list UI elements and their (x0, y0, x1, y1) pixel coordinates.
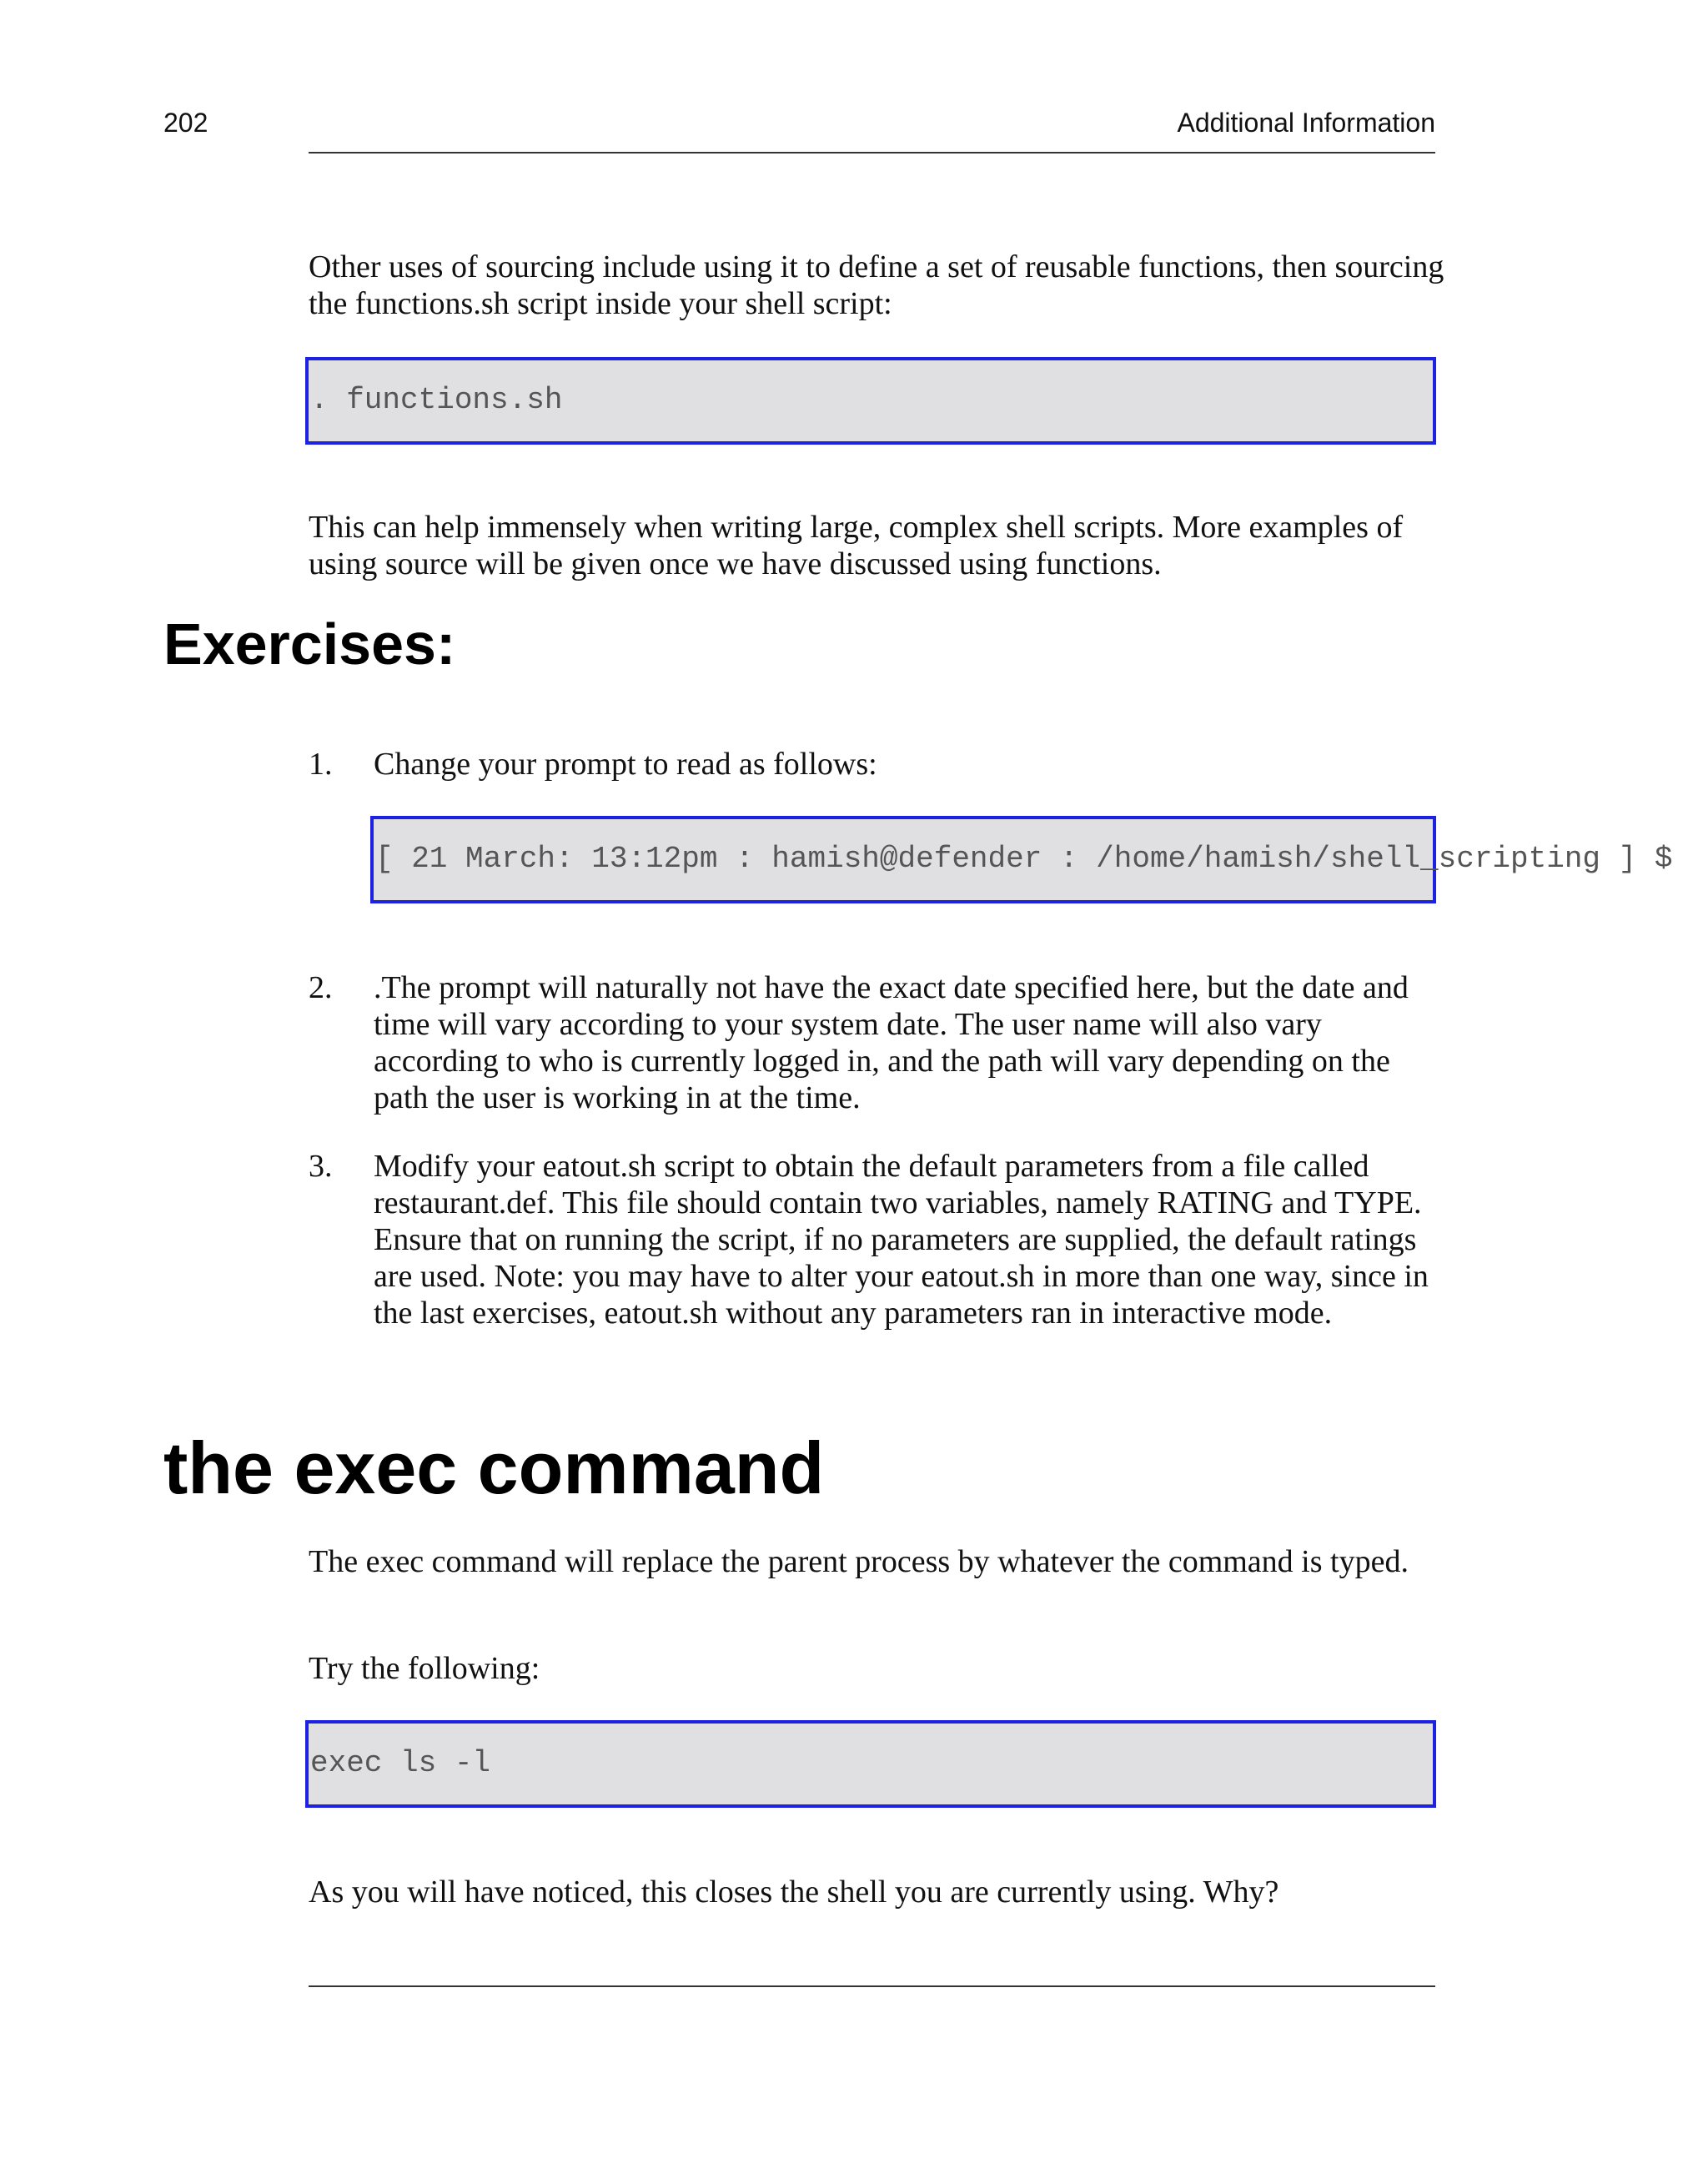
code-text: [ 21 March: 13:12pm : hamish@defender : /home/hamish/shell_scripting ] $ (375, 842, 1673, 876)
header-rule (309, 152, 1435, 153)
list-item-text: .The prompt will naturally not have the exact date specified here, but the date and time will vary according to your system date. The user name will also vary according to who is currently logged in, and the path will vary depending on the path the user is working in at the time. (374, 970, 1409, 1115)
code-text: . functions.sh (310, 383, 563, 417)
list-number: 2. (309, 970, 333, 1005)
list-item-text: Change your prompt to read as follows: (374, 747, 877, 782)
list-item-text: Modify your eatout.sh script to obtain the default parameters from a file called restaurant.def. This file should contain two variables, namely RATING and TYPE. Ensure that on running the script, if no parameters are supplied, the default ratings are used. Note: you may have to alter your eatout.sh in more than one way, since in the last exercises, eatout.sh without any parameters ran in interactive mode. (374, 1149, 1429, 1331)
try-label: Try the following: (309, 1651, 540, 1686)
running-header: Additional Information (1177, 108, 1435, 138)
code-block-prompt (370, 816, 1673, 903)
sourcing-intro-paragraph: Other uses of sourcing include using it to define a set of reusable functions, then sourcing the functions.sh script inside your shell script: (309, 249, 1444, 321)
page-number: 202 (163, 108, 208, 138)
code-text: exec ls -l (310, 1746, 491, 1780)
code-block-functions (305, 357, 1436, 445)
list-number: 3. (309, 1149, 333, 1184)
closing-paragraph: As you will have noticed, this closes the shell you are currently using. Why? (309, 1875, 1279, 1910)
list-number: 1. (309, 747, 333, 782)
exec-intro-paragraph: The exec command will replace the parent process by whatever the command is typed. (309, 1544, 1409, 1579)
code-block-exec (305, 1720, 1436, 1808)
section-heading-exec: the exec command (163, 1427, 825, 1509)
exercises-heading: Exercises: (163, 611, 456, 677)
footer-rule (309, 1985, 1435, 1987)
sourcing-followup-paragraph: This can help immensely when writing large, complex shell scripts. More examples of using source will be given once we have discussed using functions. (309, 510, 1404, 581)
